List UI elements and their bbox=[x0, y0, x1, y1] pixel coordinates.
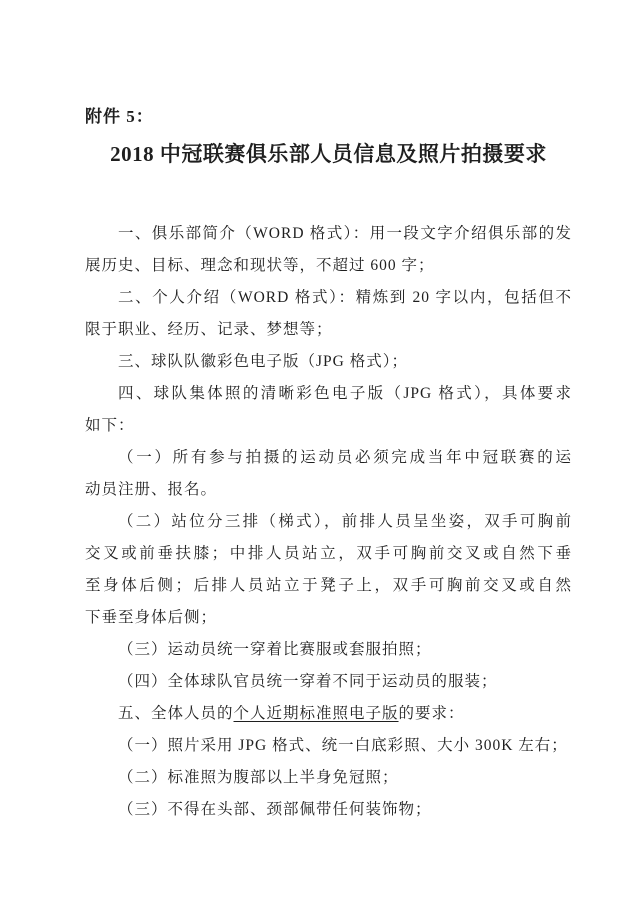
line-text: （一）照片采用 JPG 格式、统一白底彩照、大小 300K 左右； bbox=[118, 737, 568, 754]
document-line bbox=[85, 410, 572, 442]
document-line bbox=[85, 314, 572, 346]
document-line bbox=[85, 250, 572, 282]
document-line bbox=[85, 602, 572, 634]
document-line bbox=[85, 474, 572, 506]
line-text: 二、个人介绍（WORD 格式）：精炼到 20 字以内，包括但不 bbox=[118, 289, 572, 306]
document-line bbox=[85, 794, 572, 826]
line-text: 如下： bbox=[85, 417, 135, 434]
document-line bbox=[85, 570, 572, 602]
document-line bbox=[85, 378, 572, 410]
line-text: 下垂至身体后侧； bbox=[85, 609, 218, 626]
line-text: 至身体后侧；后排人员站立于凳子上，双手可胸前交叉或自然 bbox=[85, 577, 572, 594]
document-body bbox=[85, 218, 572, 826]
document-line bbox=[85, 282, 572, 314]
line-text: 交叉或前垂扶膝；中排人员站立，双手可胸前交叉或自然下垂 bbox=[85, 545, 572, 562]
line-text: 五、全体人员的 bbox=[118, 705, 234, 722]
line-text: （一）所有参与拍摄的运动员必须完成当年中冠联赛的运 bbox=[118, 449, 572, 466]
line-text: （三）不得在头部、颈部佩带任何装饰物； bbox=[118, 801, 432, 818]
line-text: （二）标准照为腹部以上半身免冠照； bbox=[118, 769, 399, 786]
document-line bbox=[85, 506, 572, 538]
document-title: 2018 中冠联赛俱乐部人员信息及照片拍摄要求 bbox=[110, 142, 547, 166]
underlined-text: 个人近期标准照电子版 bbox=[233, 705, 399, 722]
attachment-label: 附件 5： bbox=[85, 107, 154, 126]
line-text: 四、球队集体照的清晰彩色电子版（JPG 格式），具体要求 bbox=[118, 385, 572, 402]
line-text: （三）运动员统一穿着比赛服或套服拍照； bbox=[118, 641, 432, 658]
document-line bbox=[85, 634, 572, 666]
line-text: 一、俱乐部简介（WORD 格式）：用一段文字介绍俱乐部的发 bbox=[118, 225, 572, 242]
document-line bbox=[85, 666, 572, 698]
line-text: （二）站位分三排（梯式），前排人员呈坐姿，双手可胸前 bbox=[118, 513, 572, 530]
line-text: 展历史、目标、理念和现状等，不超过 600 字； bbox=[85, 257, 435, 274]
line-text: 动员注册、报名。 bbox=[85, 481, 218, 498]
line-text: 限于职业、经历、记录、梦想等； bbox=[85, 321, 333, 338]
line-text: （四）全体球队官员统一穿着不同于运动员的服装； bbox=[118, 673, 498, 690]
line-text: 的要求： bbox=[398, 705, 465, 722]
document-content bbox=[85, 0, 572, 826]
document-line bbox=[85, 762, 572, 794]
document-line bbox=[85, 218, 572, 250]
document-line bbox=[85, 698, 572, 730]
line-text: 三、球队队徽彩色电子版（JPG 格式）； bbox=[118, 353, 408, 370]
document-line bbox=[85, 346, 572, 378]
document-line bbox=[85, 730, 572, 762]
document-line bbox=[85, 442, 572, 474]
document-line bbox=[85, 538, 572, 570]
